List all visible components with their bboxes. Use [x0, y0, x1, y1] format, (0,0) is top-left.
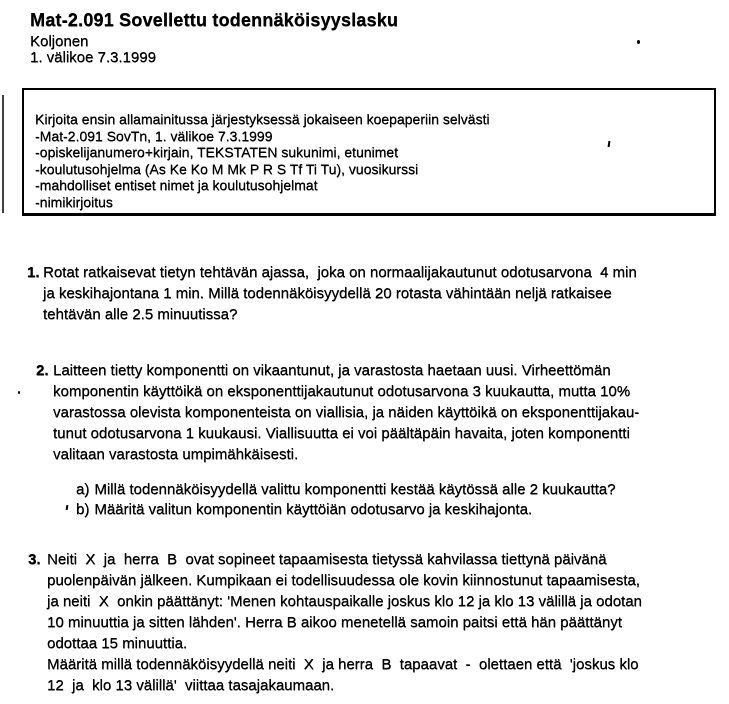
- question-3-line: odottaa 15 minuuttia.: [47, 635, 188, 652]
- question-3-number: 3.: [28, 551, 41, 568]
- scan-artifact-dot: [18, 391, 20, 394]
- instruction-line: -nimikirjoitus: [35, 193, 113, 210]
- question-2-line: tunut odotusarvona 1 kuukausi. Viallisuutta ei voi päältäpäin havaita, joten komponentti: [53, 425, 630, 442]
- question-1: [27, 262, 637, 325]
- question-3-line: puolenpäivän jälkeen. Kumpikaan ei todellisuudessa ole kovin kiinnostunut tapaamisesta,: [47, 572, 640, 589]
- instruction-line: -Mat-2.091 SovTn, 1. välikoe 7.3.1999: [35, 127, 273, 144]
- subitem-a-text: Millä todennäköisyydellä valittu komponentti kestää käytössä alle 2 kuukautta?: [94, 481, 616, 498]
- question-2-line: varastossa olevista komponenteista on viallisia, ja näiden käyttöikä on eksponenttijakau-: [53, 404, 640, 421]
- question-2: [36, 360, 639, 520]
- question-2-line: komponentin käyttöikä on eksponenttijakautunut odotusarvona 3 kuukautta, mutta 10%: [53, 383, 631, 400]
- question-1-number: 1.: [27, 264, 40, 281]
- instruction-line: -koulutusohjelma (As Ke Ko M Mk P R S Tf Ti Tu), vuosikurssi: [35, 160, 419, 177]
- scan-artifact-dot: [637, 40, 640, 44]
- subitem-a-label: a): [76, 481, 90, 498]
- subitem-b-text: Määritä valitun komponentin käyttöiän odotusarvo ja keskihajonta.: [94, 501, 533, 518]
- question-2-line: valitaan varastosta umpimähkäisesti.: [53, 446, 299, 463]
- scan-artifact-edge-line: [2, 95, 4, 213]
- instruction-line: -opiskelijanumero+kirjain, TEKSTATEN sukunimi, etunimet: [35, 144, 398, 160]
- question-1-line: tehtävän alle 2.5 minuutissa?: [43, 306, 238, 323]
- question-3-line: 10 minuuttia ja sitten lähden'. Herra B aikoo menetellä samoin paitsi että hän päättänyt: [47, 614, 622, 631]
- subitem-b: [76, 500, 639, 520]
- question-2-line: Laitteen tietty komponentti on vikaantunut, ja varastosta haetaan uusi. Virheettömän: [53, 362, 611, 379]
- page-title: Mat-2.091 Sovellettu todennäköisyyslasku: [30, 10, 399, 30]
- instruction-line: Kirjoita ensin allamainitussa järjestyksessä jokaiseen koepaperiin selvästi: [35, 111, 490, 127]
- question-3-line: ja neiti X onkin päättänyt: 'Menen kohtauspaikalle joskus klo 12 ja klo 13 välillä ja odotan: [47, 593, 642, 610]
- question-1-line: ja keskihajontana 1 min. Millä todennäköisyydellä 20 rotasta vähintään neljä ratkaisee: [43, 285, 612, 302]
- lecturer-name: Koljonen: [30, 33, 89, 50]
- question-2-number: 2.: [36, 362, 49, 379]
- exam-date: 1. välikoe 7.3.1999: [30, 49, 156, 66]
- question-3-line: Neiti X ja herra B ovat sopineet tapaamisesta tietyssä kahvilassa tiettynä päivänä: [47, 551, 607, 568]
- subitem-a: [76, 480, 639, 500]
- question-1-line: Rotat ratkaisevat tietyn tehtävän ajassa, joka on normaalijakautunut odotusarvona 4 min: [43, 264, 637, 281]
- instruction-line: -mahdolliset entiset nimet ja koulutusohjelmat: [35, 177, 318, 193]
- question-3-line: 12 ja klo 13 välillä' viittaa tasajakaumaan.: [47, 677, 335, 694]
- question-3: [28, 549, 642, 696]
- subitem-b-label: b): [76, 501, 90, 518]
- exam-header: [30, 9, 398, 66]
- question-3-line: Määritä millä todennäköisyydellä neiti X ja herra B tapaavat - olettaen että 'joskus klo: [47, 656, 639, 673]
- instructions-box: [22, 88, 716, 216]
- question-2-subitems: [76, 480, 639, 520]
